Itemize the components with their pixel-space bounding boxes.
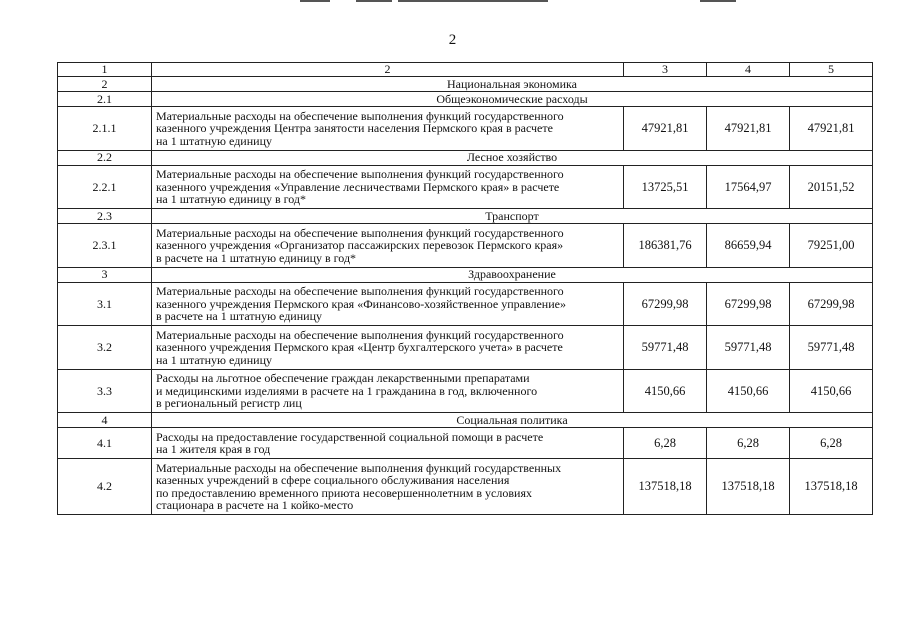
value-col-4: 86659,94 — [707, 224, 790, 268]
row-code: 2.2 — [58, 150, 152, 165]
row-code: 3.3 — [58, 369, 152, 413]
description-line: Материальные расходы на обеспечение выполнения функций государственного — [156, 225, 564, 240]
row-code: 3 — [58, 267, 152, 282]
section-title: Лесное хозяйство — [152, 150, 873, 165]
section-title: Национальная экономика — [152, 77, 873, 92]
value-col-3: 47921,81 — [624, 107, 707, 151]
row-code: 2.1 — [58, 92, 152, 107]
description-line: на 1 штатную единицу в год* — [156, 192, 307, 206]
section-row — [58, 267, 873, 282]
row-description — [152, 326, 624, 370]
row-description — [152, 369, 624, 413]
section-row — [58, 92, 873, 107]
row-code: 3.1 — [58, 282, 152, 326]
table-body — [58, 63, 873, 515]
value-col-3: 6,28 — [624, 428, 707, 459]
description-line: Материальные расходы на обеспечение выполнения функций государственного — [156, 327, 564, 342]
description-line: казенного учреждения Центра занятости населения Пермского края в расчете — [156, 121, 553, 135]
table-row — [58, 369, 873, 413]
description-line: по предоставлению временного приюта несовершеннолетним в условиях — [156, 485, 532, 500]
header-cell-4: 4 — [707, 63, 790, 77]
description-line: казенного учреждения Пермского края «Центр бухгалтерского учета» в расчете — [156, 340, 563, 354]
section-title: Транспорт — [152, 209, 873, 224]
value-col-5: 47921,81 — [790, 107, 873, 151]
value-col-5: 137518,18 — [790, 459, 873, 515]
row-description — [152, 165, 624, 209]
header-cell-1: 1 — [58, 63, 152, 77]
table-row — [58, 107, 873, 151]
description-line: стационара в расчете на 1 койко-место — [156, 498, 354, 512]
row-code: 4.1 — [58, 428, 152, 459]
description-line: казенного учреждения «Организатор пассажирских перевозок Пермского края» — [156, 238, 564, 252]
section-row — [58, 77, 873, 92]
section-row — [58, 413, 873, 428]
row-description — [152, 428, 624, 459]
section-row — [58, 209, 873, 224]
value-col-3: 4150,66 — [624, 369, 707, 413]
section-title: Общеэкономические расходы — [152, 92, 873, 107]
value-col-5: 59771,48 — [790, 326, 873, 370]
row-code: 2.3.1 — [58, 224, 152, 268]
value-col-4: 59771,48 — [707, 326, 790, 370]
table-row — [58, 326, 873, 370]
description-line: в расчете на 1 штатную единицу в год* — [156, 250, 357, 265]
description-line: Материальные расходы на обеспечение выполнения функций государственных — [156, 460, 562, 475]
section-title: Здравоохранение — [152, 267, 873, 282]
description-line: в региональный регистр лиц — [156, 396, 302, 410]
row-code: 4 — [58, 413, 152, 428]
header-row — [58, 63, 873, 77]
value-col-4: 47921,81 — [707, 107, 790, 151]
description-line: и медицинскими изделиями в расчете на 1 гражданина в год, включенного — [156, 383, 538, 398]
value-col-3: 186381,76 — [624, 224, 707, 268]
section-row — [58, 150, 873, 165]
row-description — [152, 224, 624, 268]
value-col-5: 6,28 — [790, 428, 873, 459]
description-line: Расходы на льготное обеспечение граждан лекарственными препаратами — [156, 371, 530, 385]
value-col-4: 137518,18 — [707, 459, 790, 515]
header-cell-5: 5 — [790, 63, 873, 77]
table-row — [58, 282, 873, 326]
row-code: 2.2.1 — [58, 165, 152, 209]
norms-table — [57, 62, 873, 515]
description-line: на 1 штатную единицу — [156, 352, 272, 367]
value-col-3: 137518,18 — [624, 459, 707, 515]
description-line: казенных учреждений в сфере социального обслуживания населения — [156, 473, 510, 487]
row-code: 2 — [58, 77, 152, 92]
description-line: на 1 штатную единицу — [156, 133, 272, 148]
table-row — [58, 224, 873, 268]
value-col-5: 79251,00 — [790, 224, 873, 268]
header-cell-2: 2 — [152, 63, 624, 77]
row-description — [152, 107, 624, 151]
row-code: 4.2 — [58, 459, 152, 515]
row-code: 2.1.1 — [58, 107, 152, 151]
description-line: на 1 жителя края в год — [156, 442, 271, 456]
row-description — [152, 282, 624, 326]
table-row — [58, 165, 873, 209]
header-cell-3: 3 — [624, 63, 707, 77]
table-row — [58, 459, 873, 515]
value-col-4: 4150,66 — [707, 369, 790, 413]
value-col-4: 6,28 — [707, 428, 790, 459]
description-line: Материальные расходы на обеспечение выполнения функций государственного — [156, 108, 564, 123]
scan-edge-marks — [0, 0, 905, 4]
row-description — [152, 459, 624, 515]
value-col-5: 4150,66 — [790, 369, 873, 413]
row-code: 3.2 — [58, 326, 152, 370]
page-number: 2 — [448, 32, 457, 48]
description-line: Материальные расходы на обеспечение выполнения функций государственного — [156, 284, 564, 298]
table-row — [58, 428, 873, 459]
description-line: Материальные расходы на обеспечение выполнения функций государственного — [156, 167, 564, 181]
value-col-3: 59771,48 — [624, 326, 707, 370]
description-line: в расчете на 1 штатную единицу — [156, 309, 322, 323]
section-title: Социальная политика — [152, 413, 873, 428]
value-col-3: 67299,98 — [624, 282, 707, 326]
description-line: казенного учреждения Пермского края «Финансово-хозяйственное управление» — [156, 296, 566, 311]
value-col-3: 13725,51 — [624, 165, 707, 209]
value-col-4: 17564,97 — [707, 165, 790, 209]
row-code: 2.3 — [58, 209, 152, 224]
value-col-4: 67299,98 — [707, 282, 790, 326]
description-line: казенного учреждения «Управление лесничествами Пермского края» в расчете — [156, 179, 560, 194]
value-col-5: 67299,98 — [790, 282, 873, 326]
value-col-5: 20151,52 — [790, 165, 873, 209]
description-line: Расходы на предоставление государственной социальной помощи в расчете — [156, 429, 544, 444]
